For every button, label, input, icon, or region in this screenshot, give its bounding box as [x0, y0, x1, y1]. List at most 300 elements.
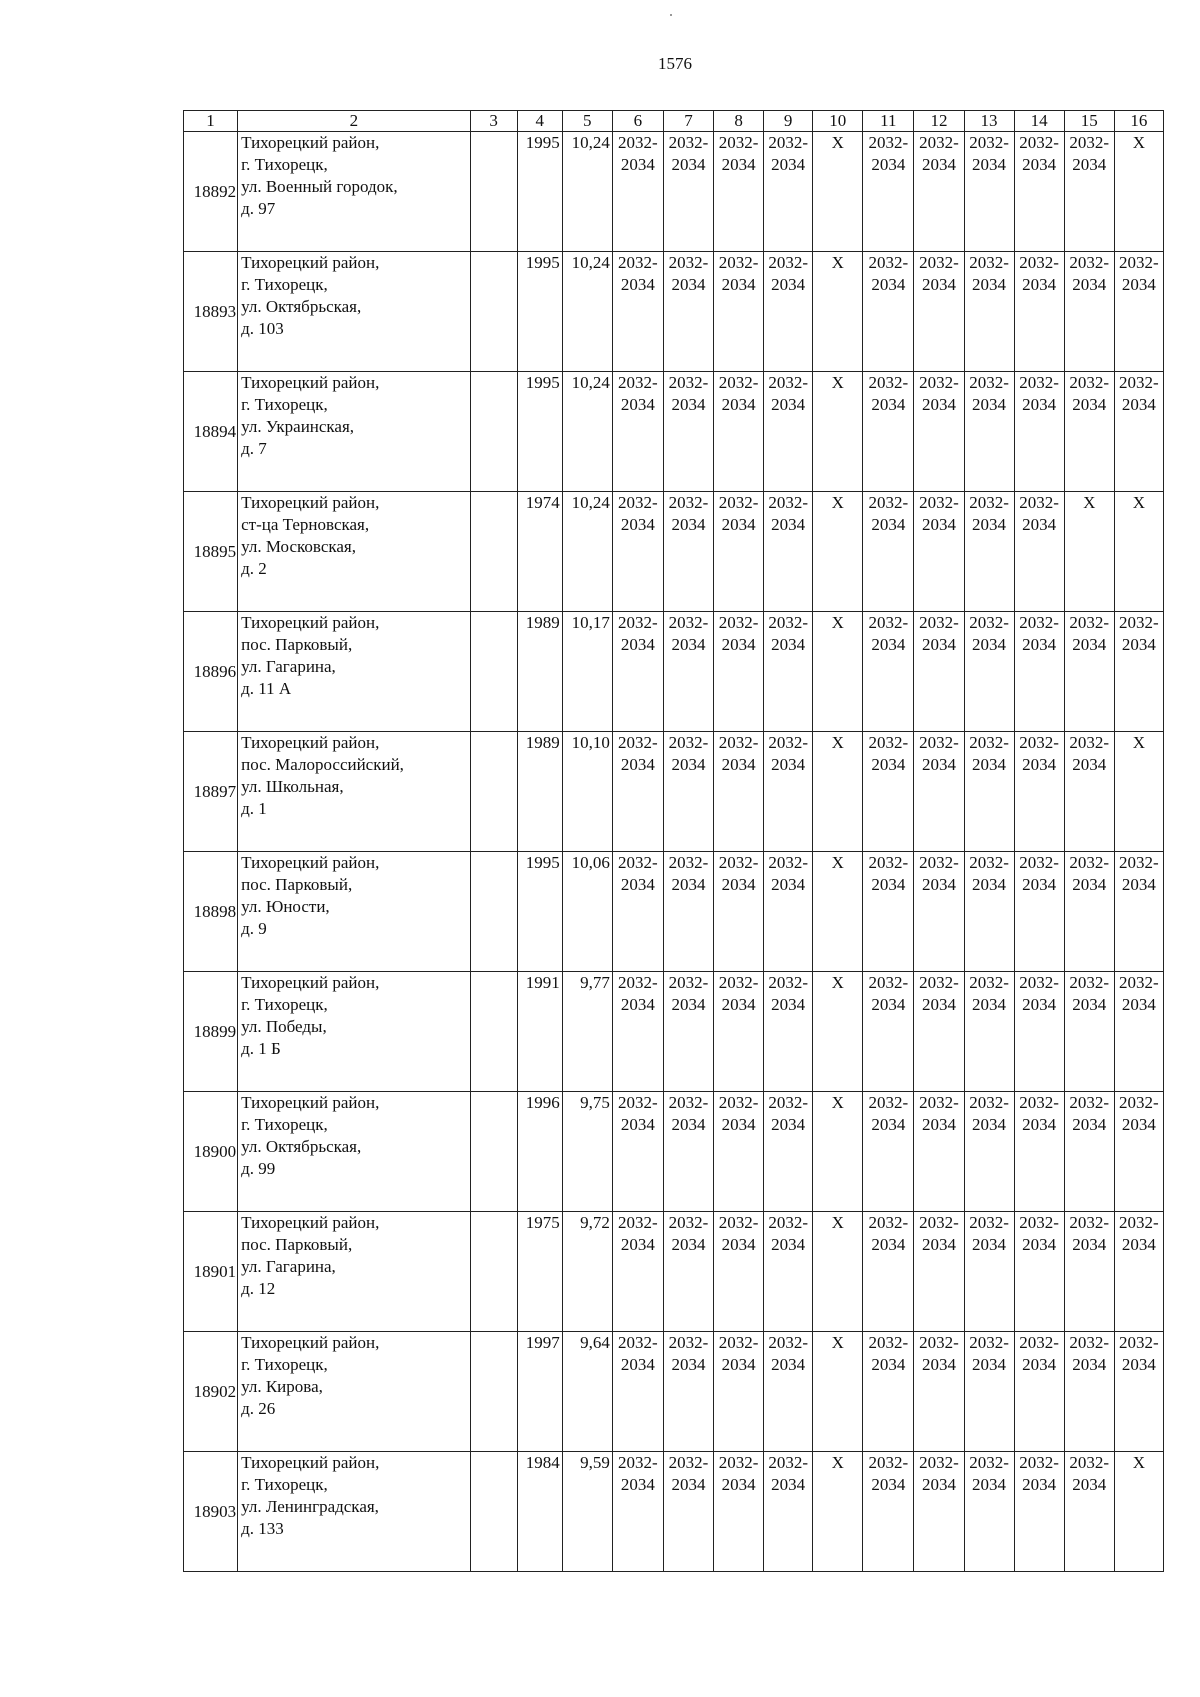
period-cell	[663, 372, 713, 492]
x-mark-cell: X	[1114, 132, 1163, 252]
table-row	[184, 252, 1164, 372]
period-end: 2034	[1022, 875, 1057, 894]
period-end: 2034	[921, 635, 956, 654]
period-cell	[1064, 1092, 1114, 1212]
period-end: 2034	[1022, 275, 1057, 294]
address-line: ул. Московская,	[241, 537, 356, 556]
period-cell	[1014, 1452, 1064, 1572]
address-line: д. 103	[241, 319, 284, 338]
period-cell	[1064, 612, 1114, 732]
period-cell	[714, 612, 764, 732]
period-cell	[914, 492, 964, 612]
period-start: 2032-	[718, 1213, 759, 1232]
address-line: ул. Гагарина,	[241, 1257, 336, 1276]
period-cell	[714, 492, 764, 612]
period-start: 2032-	[1019, 973, 1059, 992]
period-cell	[764, 1452, 813, 1572]
address-line: д. 1 Б	[241, 1039, 281, 1058]
period-cell	[1064, 1332, 1114, 1452]
period-end: 2034	[1072, 1115, 1107, 1134]
period-cell	[1014, 732, 1064, 852]
value-cell: 10,24	[562, 492, 612, 612]
x-mark-cell: X	[813, 1212, 863, 1332]
year-cell: 1975	[517, 1212, 562, 1332]
address-line: д. 12	[241, 1279, 276, 1298]
period-cell	[764, 132, 813, 252]
address-cell	[238, 1212, 470, 1332]
period-end: 2034	[972, 1115, 1007, 1134]
value-cell: 10,24	[562, 372, 612, 492]
column-header-6: 6	[612, 111, 663, 132]
period-cell	[764, 492, 813, 612]
period-end: 2034	[671, 275, 706, 294]
period-start: 2032-	[868, 253, 909, 272]
period-start: 2032-	[718, 1093, 759, 1112]
column-3-cell	[470, 1212, 517, 1332]
value-cell: 9,59	[562, 1452, 612, 1572]
column-header-10: 10	[813, 111, 863, 132]
period-start: 2032-	[668, 493, 709, 512]
period-end: 2034	[771, 1475, 806, 1494]
column-3-cell	[470, 972, 517, 1092]
period-end: 2034	[771, 1355, 806, 1374]
address-line: Тихорецкий район,	[241, 973, 380, 992]
period-cell	[764, 1092, 813, 1212]
period-end: 2034	[871, 1355, 906, 1374]
address-line: г. Тихорецк,	[241, 395, 328, 414]
period-start: 2032-	[919, 853, 959, 872]
address-line: г. Тихорецк,	[241, 1355, 328, 1374]
period-cell	[764, 372, 813, 492]
period-end: 2034	[1022, 1115, 1057, 1134]
period-cell	[914, 132, 964, 252]
period-start: 2032-	[868, 373, 909, 392]
period-end: 2034	[921, 155, 956, 174]
period-cell	[964, 1332, 1014, 1452]
period-end: 2034	[921, 275, 956, 294]
period-start: 2032-	[919, 133, 959, 152]
period-end: 2034	[721, 1115, 756, 1134]
period-start: 2032-	[618, 1213, 658, 1232]
period-cell	[1014, 132, 1064, 252]
value-cell: 10,24	[562, 132, 612, 252]
period-start: 2032-	[668, 133, 709, 152]
period-cell	[863, 972, 914, 1092]
period-cell	[964, 132, 1014, 252]
period-start: 2032-	[969, 133, 1009, 152]
period-cell	[612, 372, 663, 492]
row-number: 18896	[184, 612, 238, 732]
address-line: д. 133	[241, 1519, 284, 1538]
period-cell	[914, 732, 964, 852]
period-end: 2034	[1022, 155, 1057, 174]
period-cell	[914, 1332, 964, 1452]
period-end: 2034	[721, 1355, 756, 1374]
period-end: 2034	[771, 875, 806, 894]
period-cell	[914, 612, 964, 732]
period-cell	[964, 972, 1014, 1092]
period-start: 2032-	[618, 853, 658, 872]
period-end: 2034	[721, 755, 756, 774]
period-cell	[612, 492, 663, 612]
year-cell: 1984	[517, 1452, 562, 1572]
period-cell	[964, 612, 1014, 732]
period-start: 2032-	[668, 1093, 709, 1112]
period-end: 2034	[921, 1235, 956, 1254]
period-cell	[964, 492, 1014, 612]
period-end: 2034	[620, 635, 655, 654]
page-number: 1576	[658, 54, 692, 73]
x-mark-cell: X	[813, 732, 863, 852]
period-cell	[1114, 1212, 1163, 1332]
period-cell	[612, 1452, 663, 1572]
period-end: 2034	[1022, 1355, 1057, 1374]
period-end: 2034	[972, 395, 1007, 414]
table-row	[184, 1332, 1164, 1452]
x-mark-cell: X	[813, 372, 863, 492]
period-start: 2032-	[969, 733, 1009, 752]
period-start: 2032-	[768, 733, 808, 752]
period-start: 2032-	[969, 1093, 1009, 1112]
period-end: 2034	[671, 755, 706, 774]
period-cell	[964, 852, 1014, 972]
period-start: 2032-	[1069, 853, 1110, 872]
period-cell	[914, 1212, 964, 1332]
period-cell	[1114, 972, 1163, 1092]
period-start: 2032-	[718, 1333, 759, 1352]
period-start: 2032-	[919, 1093, 959, 1112]
period-cell	[612, 1212, 663, 1332]
year-cell: 1991	[517, 972, 562, 1092]
period-start: 2032-	[868, 1333, 909, 1352]
period-end: 2034	[721, 875, 756, 894]
period-start: 2032-	[618, 1093, 658, 1112]
period-start: 2032-	[618, 373, 658, 392]
period-end: 2034	[1072, 635, 1107, 654]
x-mark-cell: X	[813, 492, 863, 612]
address-cell	[238, 732, 470, 852]
period-end: 2034	[620, 1115, 655, 1134]
period-cell	[612, 612, 663, 732]
period-cell	[1064, 732, 1114, 852]
period-end: 2034	[671, 875, 706, 894]
period-end: 2034	[620, 1475, 655, 1494]
period-start: 2032-	[1069, 1453, 1110, 1472]
period-start: 2032-	[969, 1333, 1009, 1352]
period-start: 2032-	[868, 613, 909, 632]
column-3-cell	[470, 1092, 517, 1212]
period-start: 2032-	[969, 373, 1009, 392]
period-end: 2034	[620, 875, 655, 894]
period-start: 2032-	[1019, 1213, 1059, 1232]
x-mark-cell: X	[813, 1452, 863, 1572]
period-cell	[964, 372, 1014, 492]
period-end: 2034	[620, 395, 655, 414]
period-end: 2034	[1072, 1235, 1107, 1254]
address-line: Тихорецкий район,	[241, 853, 380, 872]
period-start: 2032-	[919, 973, 959, 992]
row-number: 18892	[184, 132, 238, 252]
address-line: д. 7	[241, 439, 267, 458]
x-mark-cell: X	[813, 252, 863, 372]
period-cell	[1014, 1332, 1064, 1452]
period-start: 2032-	[1119, 1093, 1159, 1112]
period-start: 2032-	[1019, 1453, 1059, 1472]
table-row	[184, 972, 1164, 1092]
table-row	[184, 852, 1164, 972]
period-end: 2034	[871, 1235, 906, 1254]
period-cell	[1114, 1092, 1163, 1212]
period-start: 2032-	[768, 133, 808, 152]
period-end: 2034	[620, 995, 655, 1014]
period-cell	[612, 852, 663, 972]
period-end: 2034	[1121, 1355, 1156, 1374]
period-cell	[863, 132, 914, 252]
address-line: д. 97	[241, 199, 276, 218]
value-cell: 9,72	[562, 1212, 612, 1332]
period-cell	[863, 732, 914, 852]
column-3-cell	[470, 1332, 517, 1452]
column-3-cell	[470, 132, 517, 252]
period-start: 2032-	[919, 493, 959, 512]
period-start: 2032-	[868, 973, 909, 992]
period-end: 2034	[1121, 1235, 1156, 1254]
period-cell	[863, 1212, 914, 1332]
period-start: 2032-	[668, 973, 709, 992]
period-cell	[1114, 252, 1163, 372]
period-start: 2032-	[618, 973, 658, 992]
column-3-cell	[470, 852, 517, 972]
x-mark-cell: X	[813, 612, 863, 732]
period-end: 2034	[671, 1235, 706, 1254]
period-end: 2034	[671, 635, 706, 654]
period-start: 2032-	[919, 1333, 959, 1352]
period-start: 2032-	[1119, 373, 1159, 392]
period-end: 2034	[1072, 995, 1107, 1014]
period-start: 2032-	[618, 613, 658, 632]
period-cell	[964, 1212, 1014, 1332]
value-cell: 9,64	[562, 1332, 612, 1452]
period-start: 2032-	[668, 733, 709, 752]
address-cell	[238, 972, 470, 1092]
period-end: 2034	[721, 395, 756, 414]
period-cell	[1014, 492, 1064, 612]
period-start: 2032-	[768, 373, 808, 392]
period-end: 2034	[972, 995, 1007, 1014]
period-end: 2034	[972, 1475, 1007, 1494]
period-start: 2032-	[1019, 733, 1059, 752]
period-cell	[663, 1212, 713, 1332]
row-number: 18900	[184, 1092, 238, 1212]
period-start: 2032-	[668, 613, 709, 632]
period-cell	[1114, 1332, 1163, 1452]
period-end: 2034	[871, 395, 906, 414]
period-cell	[714, 852, 764, 972]
address-line: Тихорецкий район,	[241, 733, 380, 752]
period-end: 2034	[972, 515, 1007, 534]
period-start: 2032-	[919, 613, 959, 632]
period-cell	[663, 132, 713, 252]
period-start: 2032-	[768, 1453, 808, 1472]
period-end: 2034	[921, 1115, 956, 1134]
column-header-13: 13	[964, 111, 1014, 132]
address-line: ул. Октябрьская,	[241, 1137, 362, 1156]
period-start: 2032-	[718, 853, 759, 872]
period-start: 2032-	[919, 1453, 959, 1472]
period-end: 2034	[921, 395, 956, 414]
period-cell	[914, 972, 964, 1092]
address-line: Тихорецкий район,	[241, 253, 380, 272]
period-end: 2034	[871, 1115, 906, 1134]
period-start: 2032-	[668, 1453, 709, 1472]
period-start: 2032-	[919, 733, 959, 752]
period-end: 2034	[771, 275, 806, 294]
period-cell	[914, 1092, 964, 1212]
row-number: 18899	[184, 972, 238, 1092]
period-end: 2034	[1022, 755, 1057, 774]
value-cell: 10,24	[562, 252, 612, 372]
period-cell	[863, 1092, 914, 1212]
period-start: 2032-	[1069, 1213, 1110, 1232]
period-end: 2034	[1121, 635, 1156, 654]
period-end: 2034	[671, 1475, 706, 1494]
period-cell	[863, 492, 914, 612]
period-cell	[1014, 972, 1064, 1092]
period-end: 2034	[721, 995, 756, 1014]
period-end: 2034	[721, 515, 756, 534]
x-mark-cell: X	[1114, 1452, 1163, 1572]
address-line: ул. Гагарина,	[241, 657, 336, 676]
period-cell	[663, 492, 713, 612]
period-start: 2032-	[868, 733, 909, 752]
period-cell	[714, 1452, 764, 1572]
period-end: 2034	[620, 515, 655, 534]
address-line: ул. Победы,	[241, 1017, 327, 1036]
table-row	[184, 372, 1164, 492]
address-cell	[238, 612, 470, 732]
period-start: 2032-	[1069, 253, 1110, 272]
table-row	[184, 732, 1164, 852]
period-start: 2032-	[1119, 1333, 1159, 1352]
column-3-cell	[470, 1452, 517, 1572]
period-end: 2034	[671, 1115, 706, 1134]
period-end: 2034	[921, 515, 956, 534]
period-end: 2034	[1022, 1235, 1057, 1254]
period-end: 2034	[721, 635, 756, 654]
register-table	[183, 110, 1164, 1572]
period-start: 2032-	[969, 1453, 1009, 1472]
period-cell	[1014, 1092, 1064, 1212]
period-cell	[1014, 372, 1064, 492]
period-end: 2034	[1072, 875, 1107, 894]
row-number: 18901	[184, 1212, 238, 1332]
period-start: 2032-	[1069, 613, 1110, 632]
period-start: 2032-	[1019, 493, 1059, 512]
period-start: 2032-	[668, 253, 709, 272]
table-row	[184, 132, 1164, 252]
period-end: 2034	[1121, 275, 1156, 294]
period-start: 2032-	[868, 1213, 909, 1232]
period-cell	[764, 612, 813, 732]
period-cell	[764, 1212, 813, 1332]
value-cell: 9,77	[562, 972, 612, 1092]
period-start: 2032-	[668, 853, 709, 872]
period-start: 2032-	[919, 1213, 959, 1232]
period-end: 2034	[771, 1115, 806, 1134]
period-start: 2032-	[718, 733, 759, 752]
address-line: ул. Кирова,	[241, 1377, 323, 1396]
column-header-8: 8	[714, 111, 764, 132]
period-cell	[863, 1452, 914, 1572]
x-mark-cell: X	[1114, 732, 1163, 852]
column-header-16: 16	[1114, 111, 1163, 132]
table-row	[184, 1212, 1164, 1332]
address-line: Тихорецкий район,	[241, 613, 380, 632]
column-header-11: 11	[863, 111, 914, 132]
period-end: 2034	[972, 1235, 1007, 1254]
address-cell	[238, 852, 470, 972]
row-number: 18893	[184, 252, 238, 372]
address-line: ул. Ленинградская,	[241, 1497, 379, 1516]
column-header-7: 7	[663, 111, 713, 132]
address-line: пос. Парковый,	[241, 635, 353, 654]
period-end: 2034	[620, 1235, 655, 1254]
period-start: 2032-	[1019, 133, 1059, 152]
period-start: 2032-	[969, 853, 1009, 872]
period-start: 2032-	[868, 1453, 909, 1472]
period-start: 2032-	[668, 373, 709, 392]
address-cell	[238, 372, 470, 492]
address-line: ул. Октябрьская,	[241, 297, 362, 316]
period-end: 2034	[921, 1475, 956, 1494]
period-cell	[1014, 852, 1064, 972]
period-start: 2032-	[768, 1213, 808, 1232]
period-start: 2032-	[1019, 853, 1059, 872]
address-cell	[238, 1452, 470, 1572]
period-start: 2032-	[1019, 373, 1059, 392]
period-start: 2032-	[718, 373, 759, 392]
period-start: 2032-	[718, 253, 759, 272]
period-cell	[714, 252, 764, 372]
period-cell	[764, 252, 813, 372]
period-start: 2032-	[768, 1093, 808, 1112]
period-cell	[964, 1452, 1014, 1572]
period-start: 2032-	[868, 1093, 909, 1112]
address-line: г. Тихорецк,	[241, 275, 328, 294]
table-row	[184, 1092, 1164, 1212]
period-end: 2034	[1072, 155, 1107, 174]
table-row	[184, 492, 1164, 612]
row-number: 18898	[184, 852, 238, 972]
address-line: Тихорецкий район,	[241, 1333, 380, 1352]
period-end: 2034	[771, 155, 806, 174]
period-end: 2034	[921, 875, 956, 894]
period-start: 2032-	[618, 733, 658, 752]
period-start: 2032-	[618, 1333, 658, 1352]
period-cell	[914, 1452, 964, 1572]
period-end: 2034	[721, 1235, 756, 1254]
period-start: 2032-	[868, 853, 909, 872]
period-start: 2032-	[969, 253, 1009, 272]
period-start: 2032-	[618, 493, 658, 512]
period-cell	[1064, 252, 1114, 372]
period-end: 2034	[972, 275, 1007, 294]
scan-speck	[670, 14, 672, 16]
period-end: 2034	[620, 755, 655, 774]
period-cell	[663, 732, 713, 852]
period-cell	[714, 1212, 764, 1332]
period-end: 2034	[1072, 1475, 1107, 1494]
